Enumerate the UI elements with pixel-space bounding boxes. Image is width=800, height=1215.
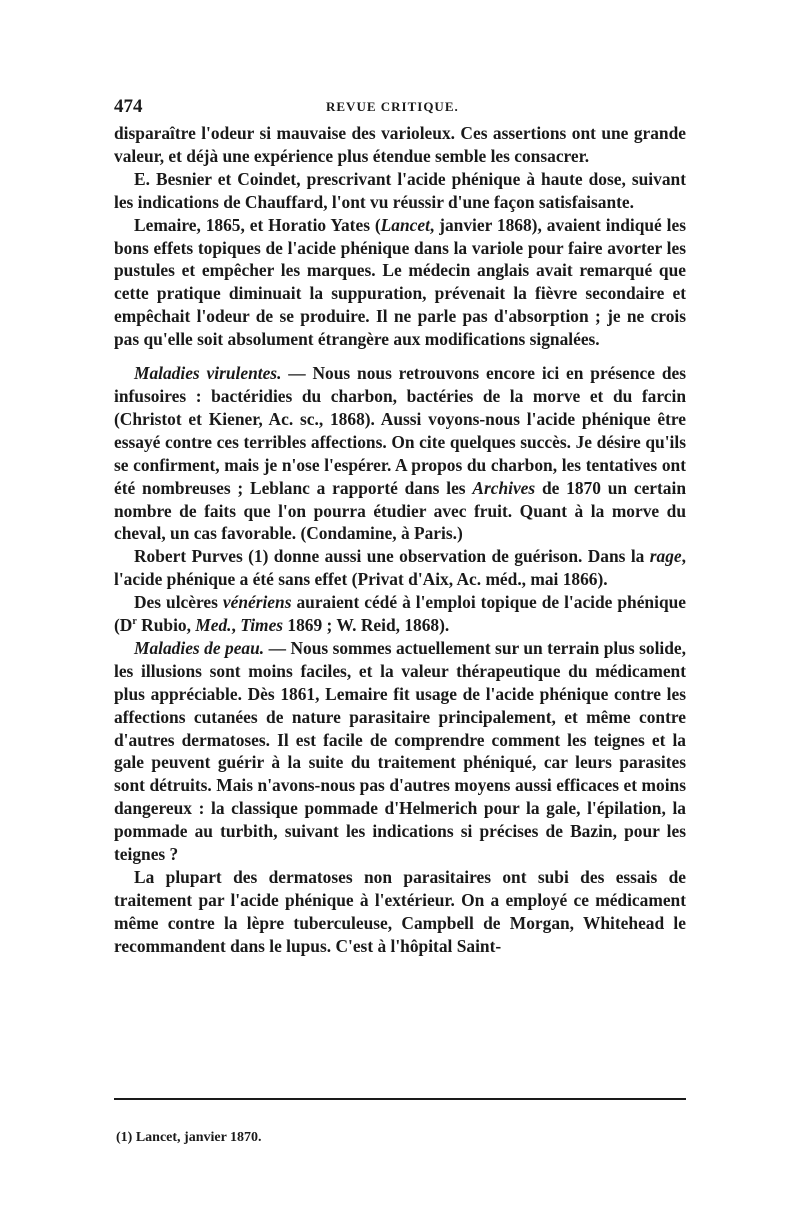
footnote-divider [114, 1098, 686, 1100]
paragraph-3 [114, 214, 686, 351]
paragraph-3-text-a: Lemaire, 1865, et Horatio Yates ( [134, 214, 381, 235]
paragraph-1-text: disparaître l'odeur si mauvaise des varioleux. Ces assertions ont une grande valeur, et déjà une expérience plus étendue semble les consacrer. [114, 123, 686, 166]
paragraph-8 [114, 866, 686, 958]
paragraph-7-text-a: — Nous sommes actuellement sur un terrain plus solide, les illusions sont moins faciles, et la valeur thérapeutique du médicament plus appréciable. Dès 1861, Lemaire fit usage de l'acide phénique contre les affections cutanées de nature parasitaire principalement, et même contre d'autres dermatoses. Il est facile de comprendre comment les teignes et la gale peuvent guérir à la suite du traitement phéniqué, car leurs parasites sont détruits. Mais n'avons-nous pas d'autres moyens aussi efficaces et moins dangereux : la classique pommade d'Helmerich pour la gale, l'épilation, la pommade au turbith, suivant les indications si précises de Bazin, pour les teignes ? [114, 637, 687, 865]
citation-med: Med. [195, 615, 232, 636]
page-number: 474 [114, 96, 143, 117]
term-rage: rage [649, 546, 682, 567]
paragraph-6-text-e: 1869 ; W. Reid, 1868). [283, 615, 450, 636]
paragraph-8-text: La plupart des dermatoses non parasitaires ont subi des essais de traitement par l'acide phénique à l'extérieur. On a employé ce médicament même contre la lèpre tuberculeuse, Campbell de Morgan, Whitehead le recommandent dans le lupus. C'est à l'hôpital Saint- [114, 867, 686, 956]
paragraph-7 [114, 637, 686, 866]
paragraph-6-text-a: Des ulcères [134, 592, 223, 613]
paragraph-6-text-b: auraient cédé à l'emploi topique de l'acide phénique (D [114, 592, 687, 636]
paragraph-4-text-b: de 1870 un certain nombre de faits que l'on pourra étudier avec fruit. Quant à la morve du cheval, un cas favorable. (Condamine, à Paris.) [114, 477, 686, 544]
paragraph-6-text-d: , [231, 615, 241, 636]
paragraph-4 [114, 362, 686, 545]
running-head [114, 96, 686, 122]
term-veneriens: vénériens [222, 592, 292, 613]
paragraph-4-text-a: — Nous nous retrouvons encore ici en présence des infusoires : bactéridies du charbon, bactéries de la morve et du farcin (Christot et Kiener, Ac. sc., 1868). Aussi voyons-nous l'acide phénique être essayé contre ces terribles affections. On cite quelques succès. Je désire qu'ils se confirment, mais je n'ose l'espérer. A propos du charbon, les tentatives ont été nombreuses ; Leblanc a rapporté dans les [114, 363, 686, 498]
paragraph-2 [114, 168, 686, 214]
section-heading-maladies-de-peau: Maladies de peau. [134, 637, 265, 658]
superscript-r: r [132, 616, 137, 628]
paragraph-1 [114, 122, 686, 168]
running-title: REVUE CRITIQUE. [326, 99, 459, 114]
footnote: (1) Lancet, janvier 1870. [116, 1130, 262, 1145]
paragraph-2-text: E. Besnier et Coindet, prescrivant l'acide phénique à haute dose, suivant les indications de Chauffard, l'ont vu réussir d'une façon satisfaisante. [114, 168, 686, 212]
citation-times: Times [240, 615, 284, 636]
paragraph-3-text-b: , janvier 1868), avaient indiqué les bons effets topiques de l'acide phénique dans la variole pour faire avorter les pustules et empêcher les marques. Le médecin anglais avait remarqué que cette pratique diminuait la suppuration, prévenait la fièvre secondaire et empêchait l'odeur de se produire. Il ne parle pas d'absorption ; je ne crois pas qu'elle soit absolument étrangère aux modifications signalées. [114, 214, 686, 350]
citation-lancet: Lancet [380, 214, 430, 235]
page [114, 96, 686, 958]
citation-archives: Archives [472, 477, 536, 498]
paragraph-5-text-b: , l'acide phénique a été sans effet (Privat d'Aix, Ac. méd., mai 1866). [114, 546, 686, 590]
paragraph-5 [114, 545, 686, 591]
paragraph-6 [114, 591, 686, 637]
body-text [114, 122, 686, 958]
paragraph-5-text-a: Robert Purves (1) donne aussi une observation de guérison. Dans la [134, 546, 650, 567]
section-heading-maladies-virulentes: Maladies virulentes. [134, 363, 282, 384]
paragraph-6-text-c: Rubio, [136, 615, 196, 636]
